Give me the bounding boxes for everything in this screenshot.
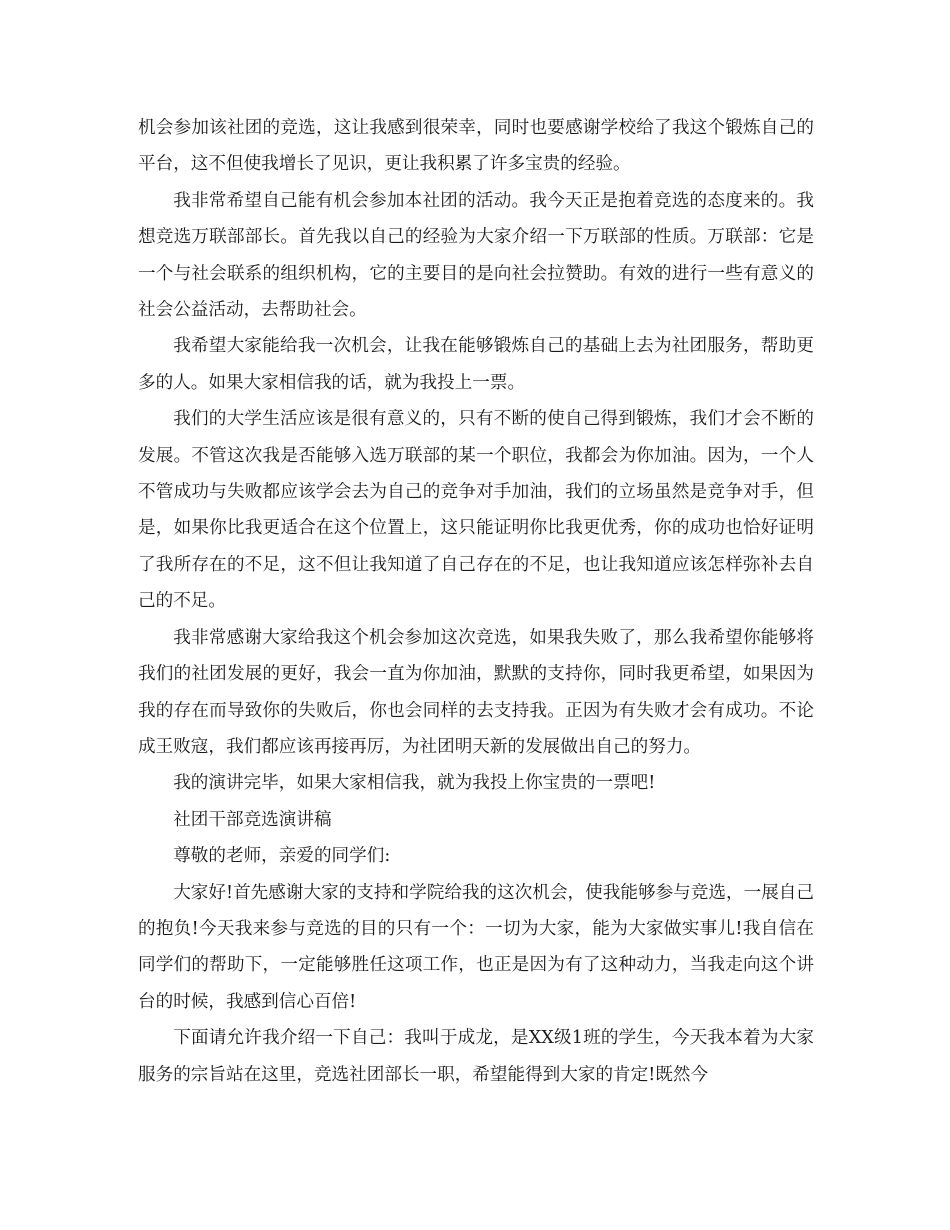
section-title: 社团干部竞选演讲稿 [173, 809, 332, 830]
paragraph-request-chance: 我希望大家能给我一次机会，让我在能够锻炼自己的基础上去为社团服务，帮助更多的人。如果大家相信我的话，就为我投上一票。 [138, 336, 814, 393]
salutation: 尊敬的老师，亲爱的同学们: [173, 846, 391, 867]
paragraph-continuation: 机会参加该社团的竞选，这让我感到很荣幸，同时也要感谢学校给了我这个锻炼自己的平台，这不但使我增长了见识，更让我积累了许多宝贵的经验。 [138, 118, 814, 175]
paragraph-university-life: 我们的大学生活应该是很有意义的，只有不断的使自己得到锻炼，我们才会不断的发展。不管这次我是否能够入选万联部的某一个职位，我都会为你加油。因为，一个人不管成功与失败都应该学会去为自己的竞争对手加油，我们的立场虽然是竞争对手，但是，如果你比我更适合在这个位置上，这只能证明你比我更优秀，你的成功也恰好证明了我所存在的不足，这不但让我知道了自己存在的不足，也让我知道应该怎样弥补去自己的不足。 [138, 409, 814, 612]
paragraph-ambition: 我非常希望自己能有机会参加本社团的活动。我今天正是抱着竞选的态度来的。我想竞选万联部部长。首先我以自己的经验为大家介绍一下万联部的性质。万联部：它是一个与社会联系的组织机构，它的主要目的是向社会拉赞助。有效的进行一些有意义的社会公益活动，去帮助社会。 [138, 190, 814, 321]
paragraph-self-intro: 下面请允许我介绍一下自己：我叫于成龙，是XX级1班的学生，今天我本着为大家服务的宗旨站在这里，竞选社团部长一职，希望能得到大家的肯定!既然今 [138, 1028, 814, 1085]
document-body [138, 110, 814, 1093]
paragraph-closing: 我的演讲完毕，如果大家相信我，就为我投上你宝贵的一票吧! [173, 773, 656, 794]
paragraph-gratitude: 我非常感谢大家给我这个机会参加这次竞选，如果我失败了，那么我希望你能够将我们的社团发展的更好，我会一直为你加油，默默的支持你，同时我更希望，如果因为我的存在而导致你的失败后，你也会同样的去支持我。正因为有失败才会有成功。不论成王败寇，我们都应该再接再厉，为社团明天新的发展做出自己的努力。 [138, 627, 814, 757]
paragraph-greeting: 大家好!首先感谢大家的支持和学院给我的这次机会，使我能够参与竞选，一展自己的抱负!今天我来参与竞选的目的只有一个：一切为大家，能为大家做实事儿!我自信在同学们的帮助下，一定能够胜任这项工作，也正是因为有了这种动力，当我走向这个讲台的时候，我感到信心百倍! [138, 882, 814, 1012]
